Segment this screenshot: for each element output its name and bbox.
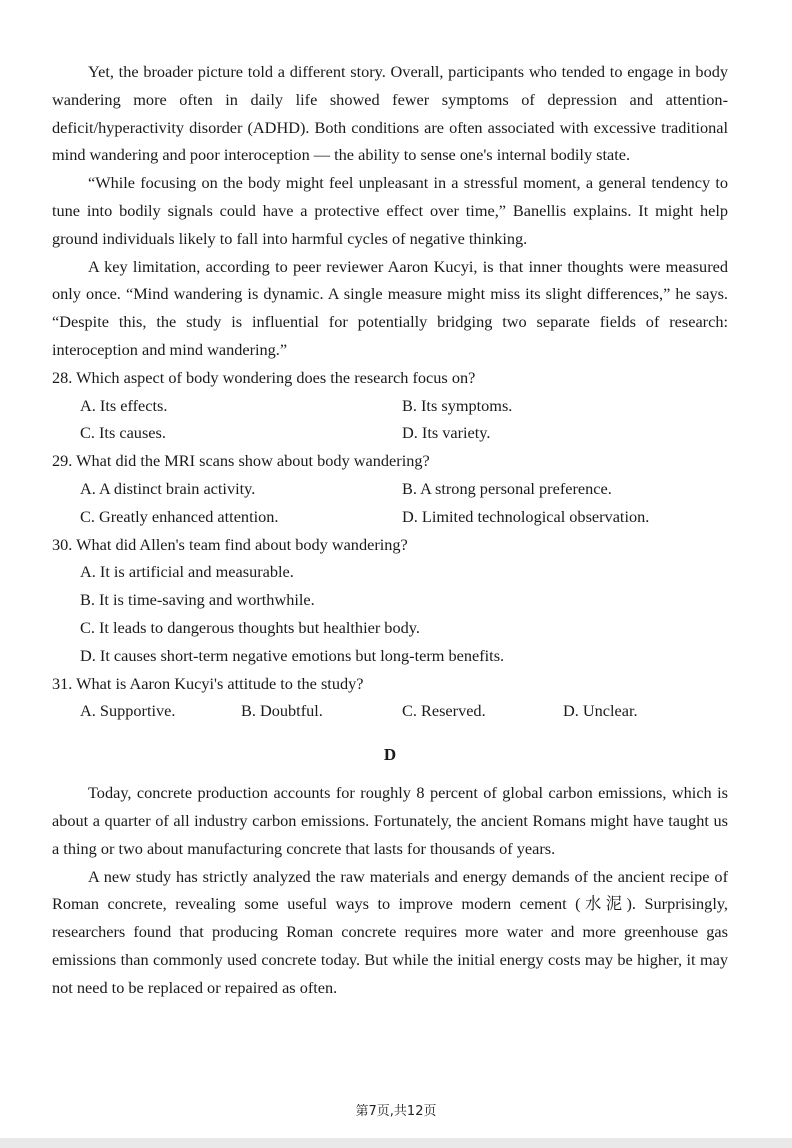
question-30-stem: 30. What did Allen's team find about body wandering? [52, 534, 408, 554]
question-29-option-c: C. Greatly enhanced attention. [80, 506, 279, 526]
question-28-option-a: A. Its effects. [80, 395, 168, 415]
passage-c-paragraph-1: Yet, the broader picture told a different story. Overall, participants who tended to engage in body wandering more often in daily life showed fewer symptoms of depression and attention-deficit/hyperactivity disorder (ADHD). Both conditions are often associated with excessive traditional mind wandering and poor interoception — the ability to sense one's internal bodily state. [52, 62, 728, 165]
passage-c-paragraph-3: A key limitation, according to peer reviewer Aaron Kucyi, is that inner thoughts were measured only once. “Mind wandering is dynamic. A single measure might miss its slight differences,” he says. “Despite this, the study is influential for potentially bridging two separate fields of research: interoception and mind wandering.” [52, 256, 728, 359]
page-number: 第7页,共12页 [355, 1104, 437, 1119]
question-31 [52, 670, 728, 726]
question-31-option-a: A. Supportive. [80, 701, 176, 721]
question-30 [52, 531, 728, 670]
question-29-option-d: D. Limited technological observation. [402, 506, 650, 526]
question-28-options-row-2 [52, 419, 728, 447]
question-29-options-row-2 [52, 503, 728, 531]
question-29 [52, 447, 728, 530]
question-31-option-b: B. Doubtful. [241, 701, 323, 721]
question-29-options-row-1 [52, 475, 728, 503]
question-31-option-c: C. Reserved. [402, 701, 486, 721]
question-31-options-row [52, 697, 728, 725]
passage-d [52, 741, 728, 1001]
question-29-option-b: B. A strong personal preference. [402, 478, 612, 498]
question-30-option-c: C. It leads to dangerous thoughts but healthier body. [80, 617, 420, 637]
passage-d-title: D [383, 745, 397, 765]
question-28-option-d: D. Its variety. [402, 423, 491, 443]
question-31-option-d: D. Unclear. [563, 701, 638, 721]
passage-c [52, 58, 728, 364]
bottom-bar [0, 1138, 792, 1148]
question-30-option-b: B. It is time-saving and worthwhile. [80, 590, 315, 610]
question-28-option-c: C. Its causes. [80, 423, 166, 443]
question-28-options-row-1 [52, 392, 728, 420]
question-29-stem: 29. What did the MRI scans show about body wandering? [52, 451, 430, 471]
question-28 [52, 364, 728, 447]
question-28-stem: 28. Which aspect of body wondering does the research focus on? [52, 367, 476, 387]
exam-page [52, 58, 728, 1002]
passage-d-paragraph-1: Today, concrete production accounts for roughly 8 percent of global carbon emissions, which is about a quarter of all industry carbon emissions. Fortunately, the ancient Romans might have taught us a thing or two about manufacturing concrete that lasts for thousands of years. [52, 783, 728, 858]
question-29-option-a: A. A distinct brain activity. [80, 478, 256, 498]
question-30-option-a: A. It is artificial and measurable. [80, 562, 294, 582]
passage-c-paragraph-2: “While focusing on the body might feel unpleasant in a stressful moment, a general tendency to tune into bodily signals could have a protective effect over time,” Banellis explains. It might help ground individuals likely to fall into harmful cycles of negative thinking. [52, 173, 728, 248]
passage-d-paragraph-2: A new study has strictly analyzed the raw materials and energy demands of the ancient recipe of Roman concrete, revealing some useful ways to improve modern cement (水泥). Surprisingly, researchers found that producing Roman concrete requires more water and more greenhouse gas emissions than commonly used concrete today. But while the initial energy costs may be higher, it may not need to be replaced or repaired as often. [52, 866, 728, 997]
question-28-option-b: B. Its symptoms. [402, 395, 513, 415]
question-30-option-d: D. It causes short-term negative emotions but long-term benefits. [80, 645, 505, 665]
question-31-stem: 31. What is Aaron Kucyi's attitude to the study? [52, 673, 364, 693]
